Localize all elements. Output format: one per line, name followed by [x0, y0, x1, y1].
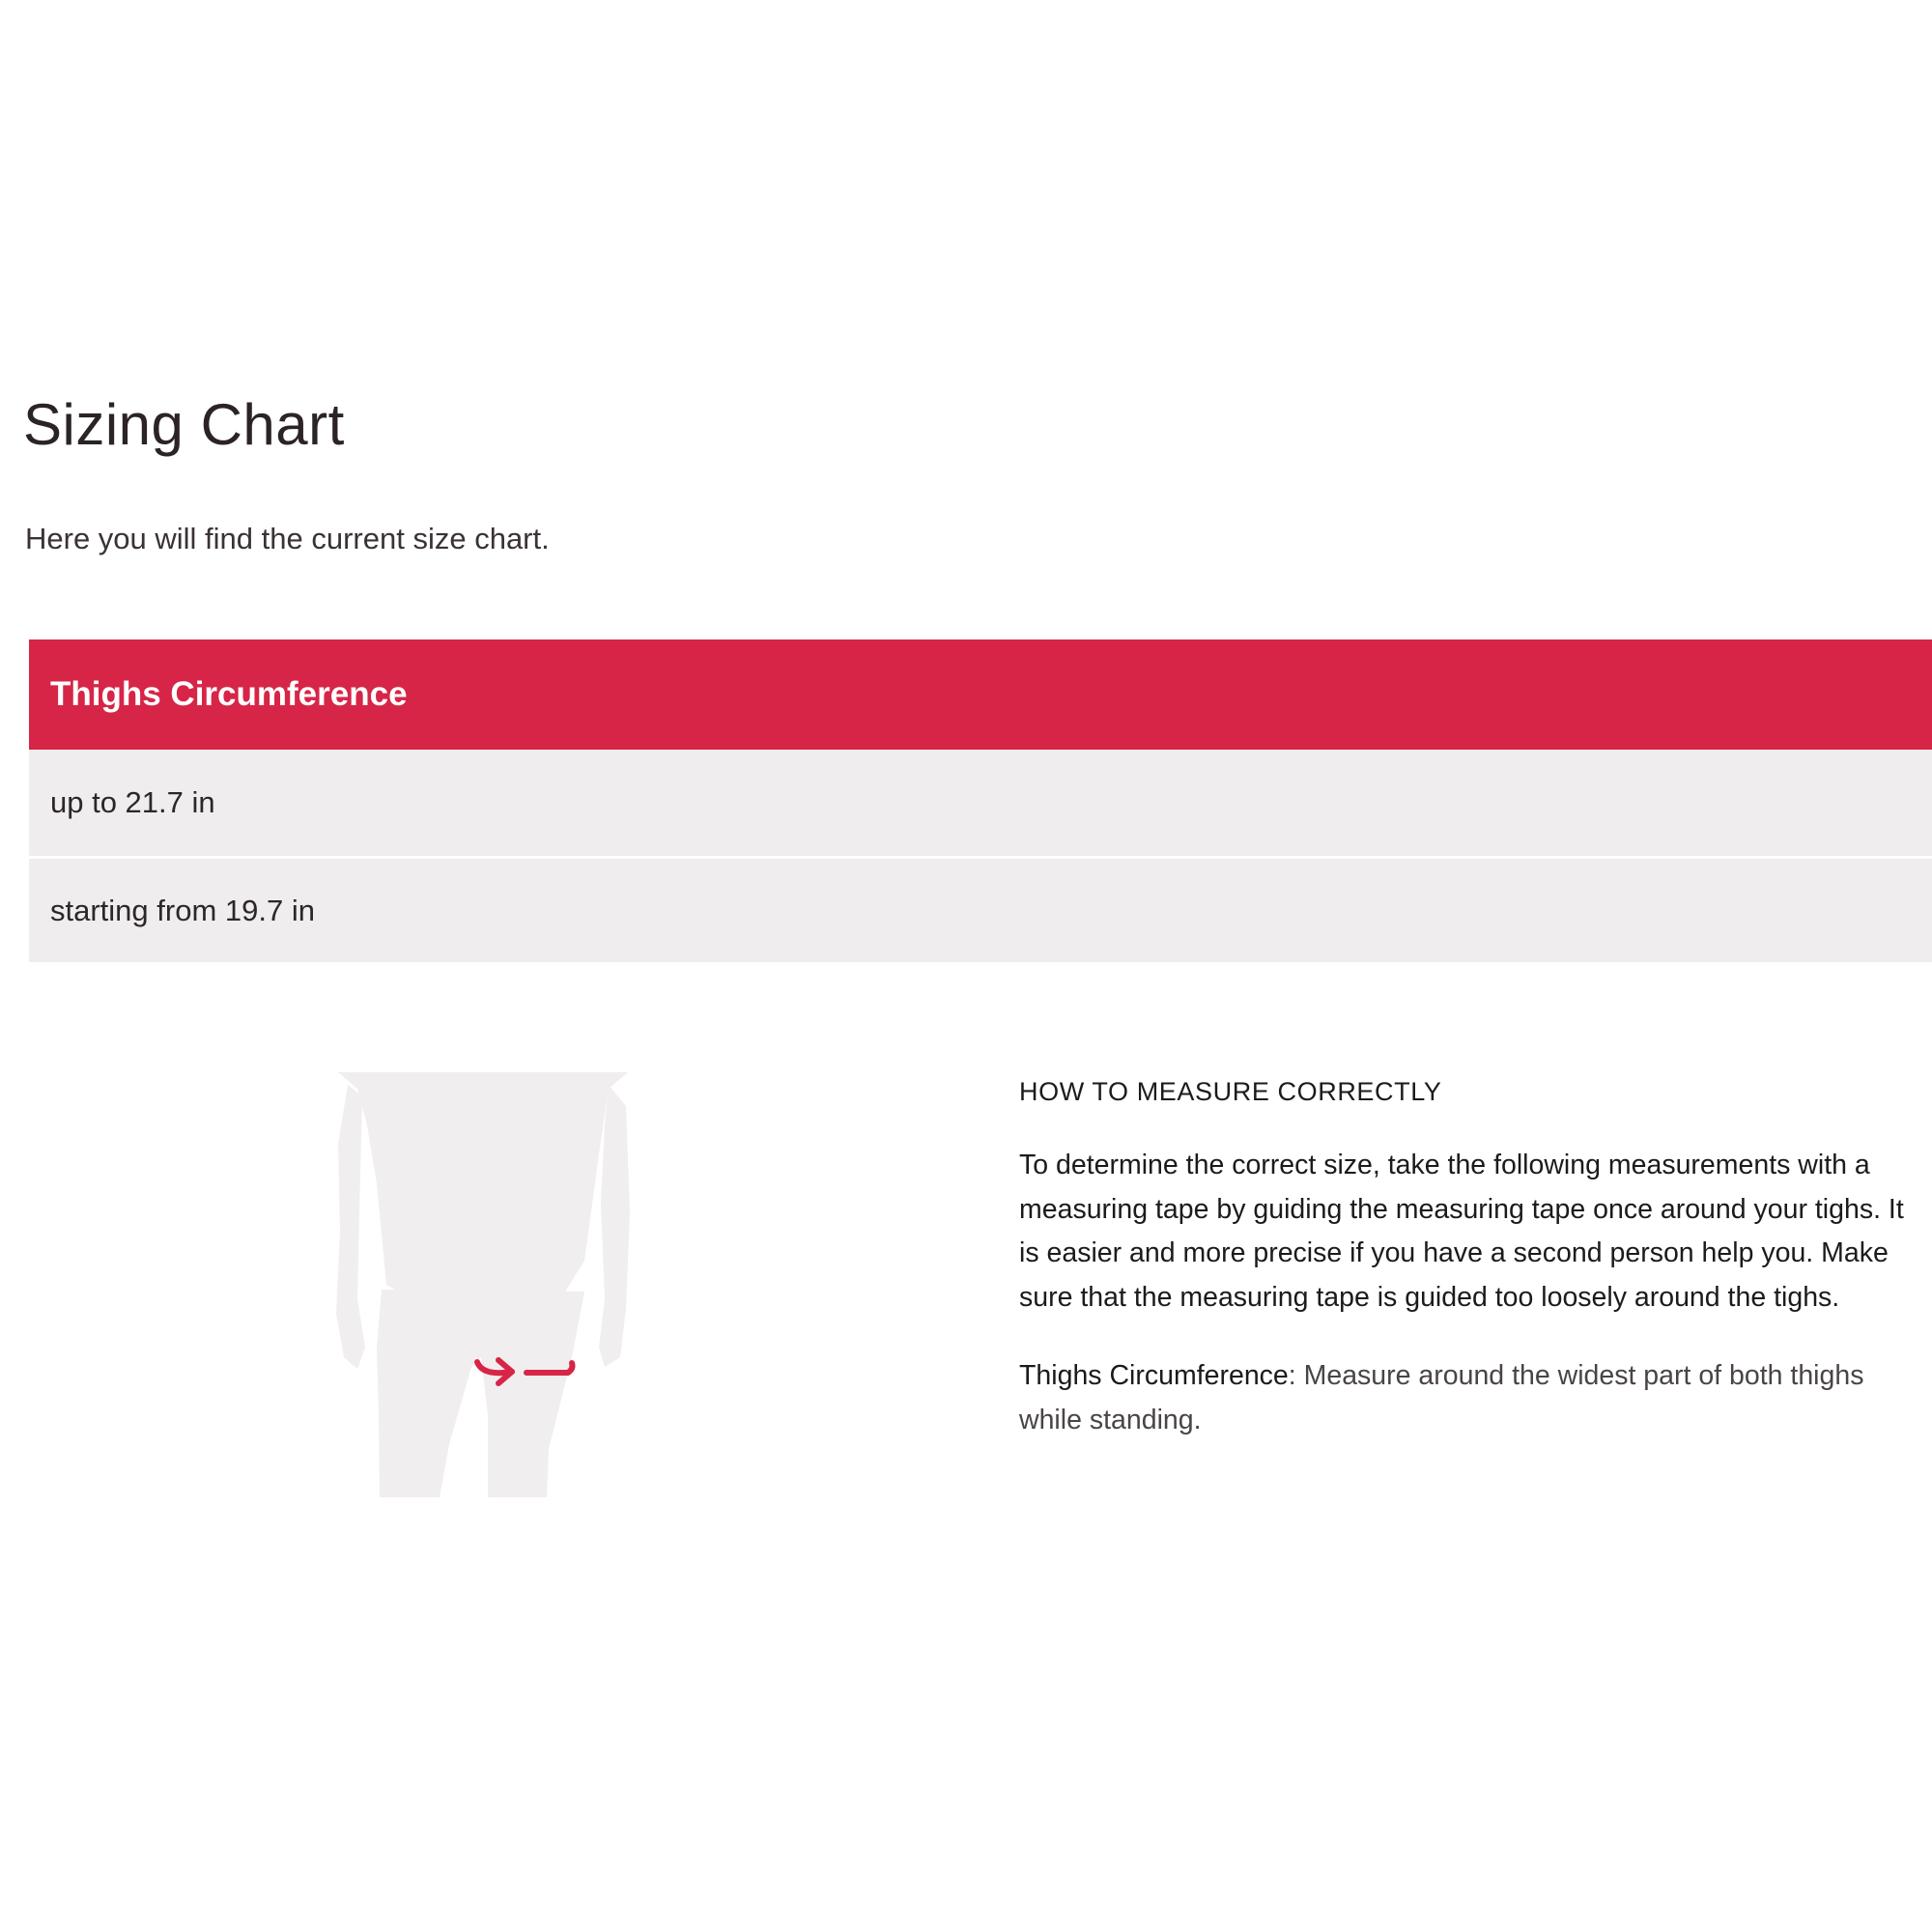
measure-instructions: To determine the correct size, take the following measurements with a measuring tape by guiding the measuring tape once around your tighs. It is easier and more precise if you have a second person help you. Make sure that the measuring tape is guided too loosely around the tighs. — [1019, 1150, 1904, 1313]
right-arm-shape — [599, 1085, 630, 1367]
table-row: up to 21.7 in — [29, 750, 1932, 856]
definition-term: Thighs Circumference — [1019, 1360, 1289, 1391]
measure-instructions-block — [1019, 1077, 1908, 1442]
measure-heading: HOW TO MEASURE CORRECTLY — [1019, 1077, 1442, 1106]
measure-definition — [1019, 1354, 1908, 1442]
table-header-label: Thighs Circumference — [50, 675, 408, 713]
size-table — [29, 639, 1932, 962]
table-row: starting from 19.7 in — [29, 856, 1932, 962]
definition-separator: : — [1288, 1360, 1304, 1391]
definition-text: Measure around the widest part of both thighs while standing. — [1019, 1360, 1864, 1435]
page-title: Sizing Chart — [23, 392, 345, 457]
page-subtitle: Here you will find the current size chart. — [25, 522, 550, 555]
table-header — [29, 639, 1932, 750]
left-arm-shape — [336, 1085, 365, 1369]
body-silhouette-illustration — [319, 1067, 647, 1497]
shirt-shape — [338, 1072, 628, 1299]
legs-shape — [377, 1290, 584, 1497]
